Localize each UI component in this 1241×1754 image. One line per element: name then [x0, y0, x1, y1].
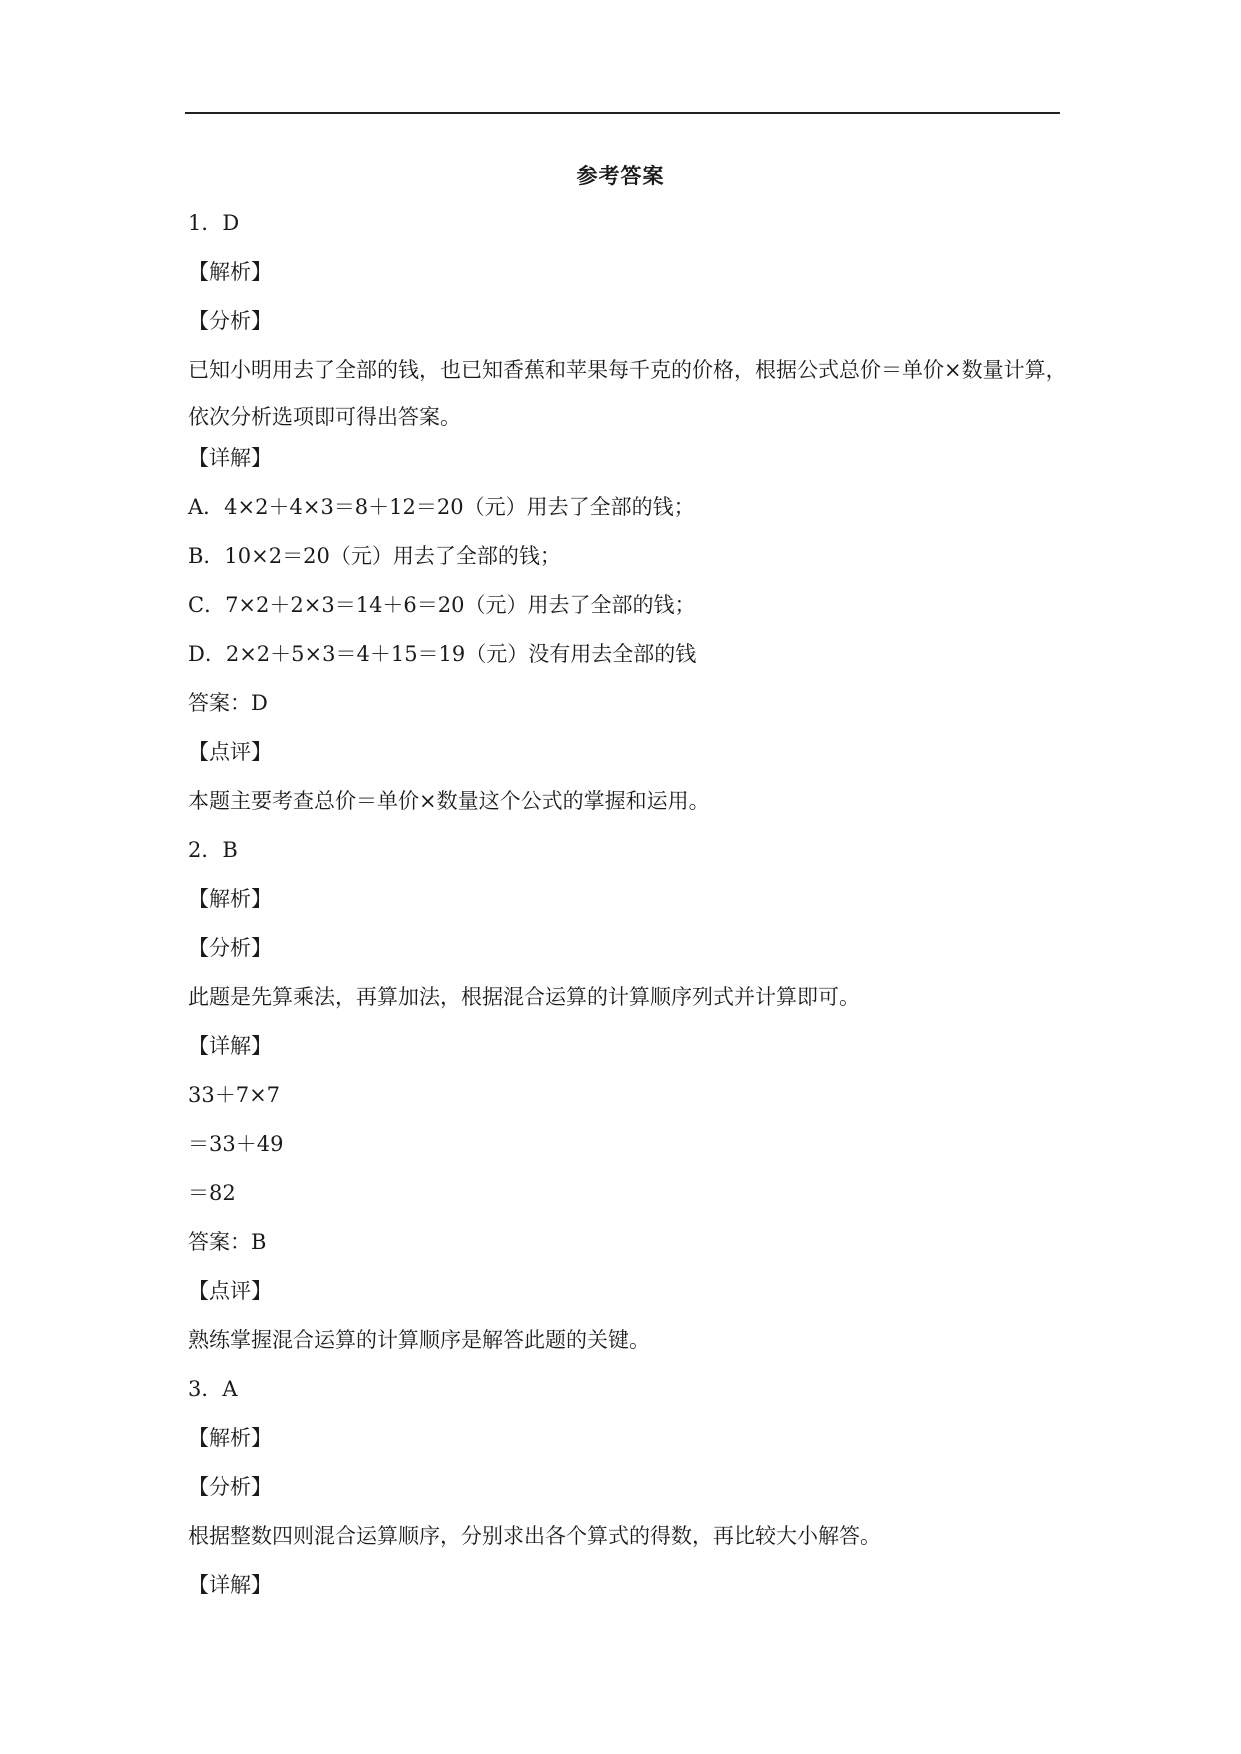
- section-heading: 【详解】: [188, 1034, 272, 1058]
- calculation-line: ＝33＋49: [188, 1132, 284, 1156]
- section-heading: 【分析】: [188, 309, 272, 333]
- paragraph: 已知小明用去了全部的钱，也已知香蕉和苹果每千克的价格，根据公式总价＝单价×数量计算，依次分析选项即可得出答案。: [188, 358, 1067, 429]
- section-heading: 【详解】: [188, 1573, 272, 1597]
- paragraph: 此题是先算乘法，再算加法，根据混合运算的计算顺序列式并计算即可。: [188, 985, 860, 1009]
- answer-line: 答案：D: [188, 691, 268, 715]
- section-heading: 【解析】: [188, 1426, 272, 1450]
- section-heading: 【解析】: [188, 260, 272, 284]
- calculation-line: ＝82: [188, 1181, 236, 1205]
- section-heading: 【点评】: [188, 740, 272, 764]
- section-heading: 【分析】: [188, 936, 272, 960]
- calculation-line: 33＋7×7: [188, 1083, 281, 1107]
- section-heading: 【分析】: [188, 1475, 272, 1499]
- answer-line: 3．A: [188, 1377, 238, 1401]
- section-heading: 【点评】: [188, 1279, 272, 1303]
- paragraph: 本题主要考查总价＝单价×数量这个公式的掌握和运用。: [188, 789, 710, 813]
- section-heading: 【详解】: [188, 446, 272, 470]
- answer-line: 答案：B: [188, 1230, 267, 1254]
- calculation-line: C．7×2＋2×3＝14＋6＝20（元）用去了全部的钱；: [188, 593, 696, 617]
- header-rule: [185, 112, 1060, 114]
- answer-line: 1．D: [188, 211, 240, 235]
- calculation-line: D．2×2＋5×3＝4＋15＝19（元）没有用去全部的钱: [188, 642, 697, 666]
- answer-content: [188, 208, 1068, 1619]
- answer-line: 2．B: [188, 838, 238, 862]
- page-title: 参考答案: [576, 163, 665, 188]
- paragraph: 熟练掌握混合运算的计算顺序是解答此题的关键。: [188, 1328, 650, 1352]
- paragraph: 根据整数四则混合运算顺序，分别求出各个算式的得数，再比较大小解答。: [188, 1524, 881, 1548]
- calculation-line: B．10×2＝20（元）用去了全部的钱；: [188, 544, 561, 568]
- calculation-line: A．4×2＋4×3＝8＋12＝20（元）用去了全部的钱；: [188, 495, 695, 519]
- section-heading: 【解析】: [188, 887, 272, 911]
